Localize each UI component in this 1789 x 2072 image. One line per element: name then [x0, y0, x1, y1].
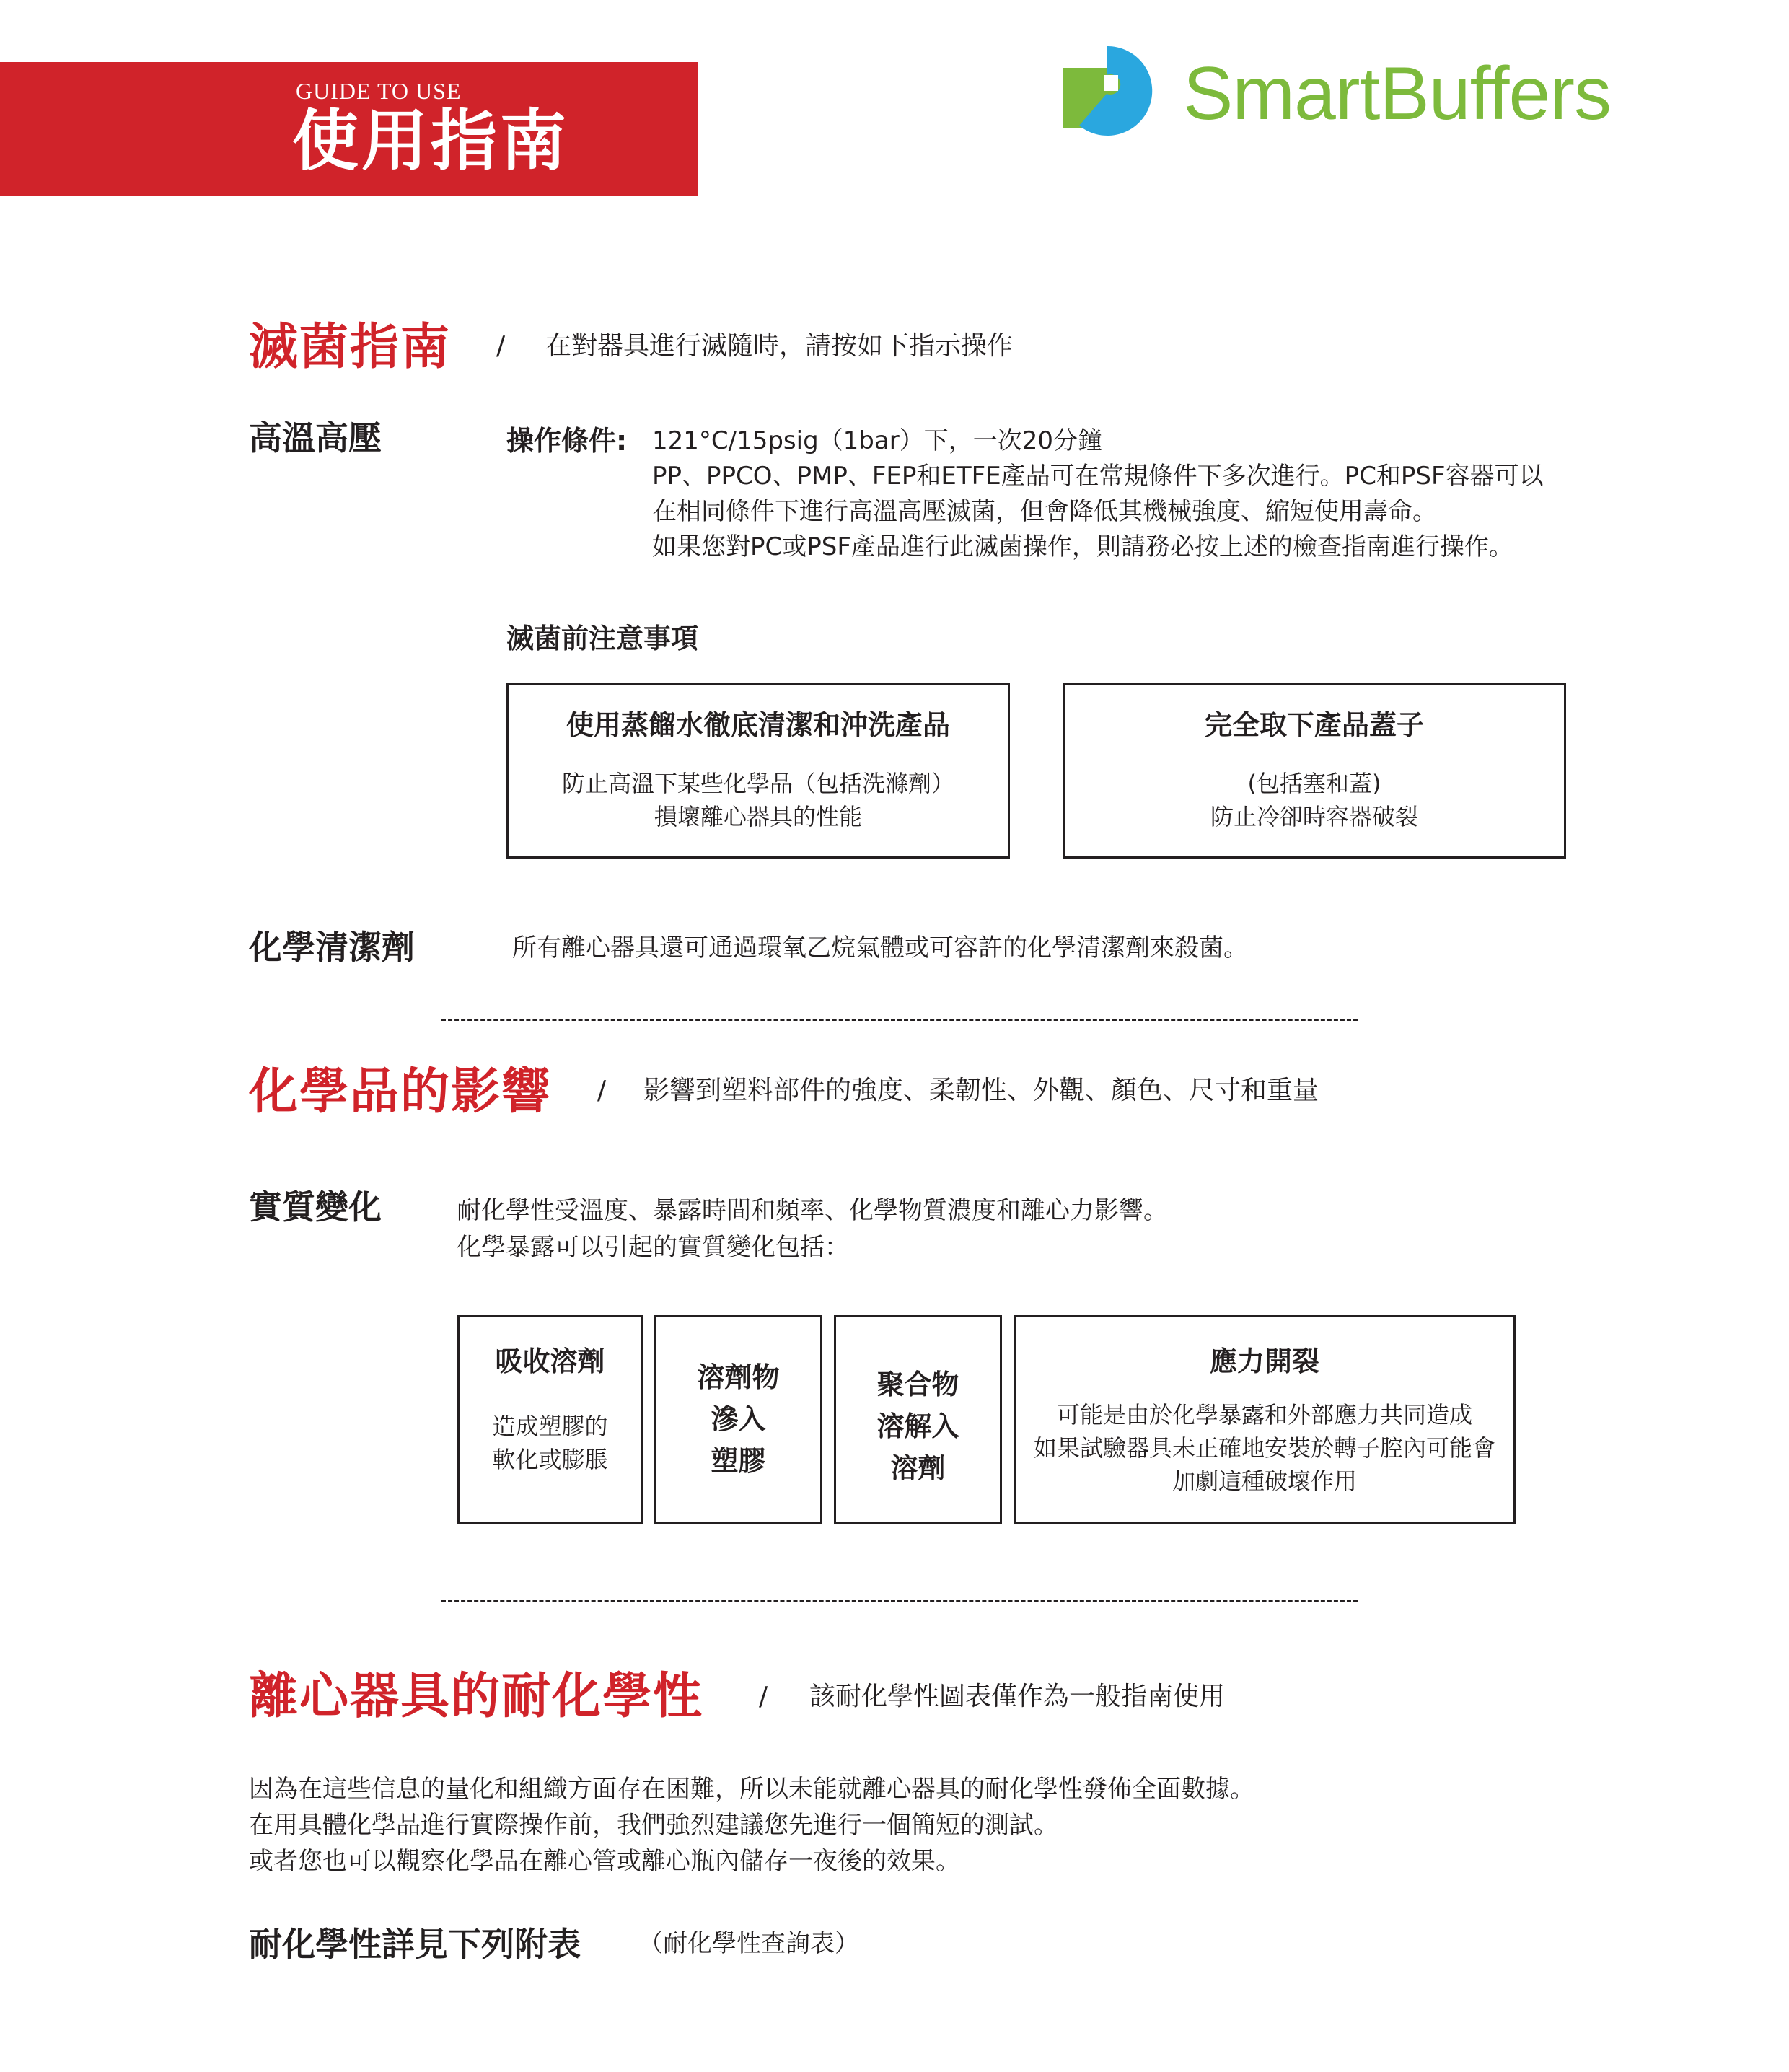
precaution-box-text: 防止高溫下某些化學品（包括洗滌劑） [561, 770, 954, 797]
effect-box-text: 造成塑膠的 [492, 1413, 608, 1440]
precaution-box-text: 損壞離心器具的性能 [654, 803, 862, 830]
autoclave-line: 如果您對PC或PSF產品進行此滅菌操作，則請務必按上述的檢查指南進行操作。 [652, 532, 1513, 561]
effect-box-title: 吸收溶劑 [495, 1346, 605, 1377]
chem-effects-desc: 影響到塑料部件的強度、柔韌性、外觀、顏色、尺寸和重量 [643, 1076, 1319, 1105]
section-divider [441, 1019, 1358, 1021]
effect-box-title: 聚合物 [876, 1369, 959, 1400]
title-slash: / [759, 1682, 768, 1711]
autoclave-line: 121°C/15psig（1bar）下，一次20分鐘 [652, 426, 1102, 455]
precaution-box-text: (包括塞和蓋) [1247, 770, 1381, 797]
autoclave-line: 在相同條件下進行高溫高壓滅菌，但會降低其機械強度、縮短使用壽命。 [652, 497, 1437, 526]
effect-box-text: 軟化或膨脹 [492, 1446, 608, 1473]
banner-title: 使用指南 [292, 102, 570, 180]
effect-box-text: 加劇這種破壞作用 [1172, 1467, 1357, 1495]
resistance-paragraph-line: 或者您也可以觀察化學品在離心管或離心瓶內儲存一夜後的效果。 [249, 1847, 960, 1876]
resistance-table-link[interactable]: （耐化學性查詢表） [638, 1929, 859, 1958]
effect-box-absorb [457, 1315, 643, 1524]
precaution-box-rinse [506, 683, 1010, 859]
resistance-desc: 該耐化學性圖表僅作為一般指南使用 [809, 1682, 1226, 1711]
autoclave-label: 高溫高壓 [249, 418, 382, 457]
effect-box-title: 溶劑物 [697, 1361, 780, 1393]
precaution-box-text: 防止冷卻時容器破裂 [1210, 803, 1418, 830]
operating-conditions-label: 操作條件: [506, 425, 628, 457]
effect-box-permeation [654, 1315, 822, 1524]
resistance-paragraph-line: 因為在這些信息的量化和組織方面存在困難，所以未能就離心器具的耐化學性發佈全面數據。 [249, 1775, 1254, 1804]
physical-change-line: 耐化學性受溫度、暴露時間和頻率、化學物質濃度和離心力影響。 [457, 1196, 1168, 1225]
logo-wordmark: SmartBuffers [1183, 52, 1611, 136]
title-slash: / [597, 1076, 607, 1105]
section-divider [441, 1600, 1358, 1602]
effect-box-text: 可能是由於化學暴露和外部應力共同造成 [1056, 1401, 1472, 1428]
resistance-title: 離心器具的耐化學性 [249, 1668, 704, 1725]
smartbuffers-logo [1062, 46, 1625, 140]
sterilization-desc: 在對器具進行滅隨時，請按如下指示操作 [545, 331, 1014, 361]
banner-subtitle: GUIDE TO USE [296, 78, 462, 104]
effect-box-title: 溶解入 [876, 1410, 959, 1442]
physical-change-line: 化學暴露可以引起的實質變化包括： [457, 1233, 849, 1262]
logo-mark-icon [1062, 46, 1184, 140]
resistance-table-label: 耐化學性詳見下列附表 [249, 1925, 581, 1964]
effect-box-title: 溶劑 [890, 1452, 946, 1484]
resistance-paragraph-line: 在用具體化學品進行實際操作前，我們強烈建議您先進行一個簡短的測試。 [249, 1811, 1058, 1840]
effect-box-dissolution [834, 1315, 1002, 1524]
effect-box-title: 滲入 [711, 1403, 766, 1435]
title-slash: / [496, 331, 506, 361]
effect-box-title: 應力開裂 [1209, 1346, 1319, 1377]
physical-change-label: 實質變化 [249, 1188, 382, 1226]
precautions-label: 滅菌前注意事項 [506, 623, 699, 654]
precaution-box-title: 使用蒸餾水徹底清潔和沖洗產品 [566, 709, 950, 741]
effect-box-stress-cracking [1014, 1315, 1516, 1524]
precaution-box-title: 完全取下產品蓋子 [1204, 709, 1424, 741]
chem-effects-title: 化學品的影響 [249, 1063, 553, 1120]
effect-box-title: 塑膠 [711, 1445, 766, 1477]
autoclave-line: PP、PPCO、PMP、FEP和ETFE產品可在常規條件下多次進行。PC和PSF容器可以 [652, 462, 1544, 491]
effect-box-text: 如果試驗器具未正確地安裝於轉子腔內可能會 [1033, 1434, 1495, 1462]
precaution-box-caps [1063, 683, 1566, 859]
sterilization-title: 滅菌指南 [249, 319, 452, 376]
chemical-sterilant-label: 化學清潔劑 [249, 928, 415, 967]
chemical-sterilant-text: 所有離心器具還可通過環氧乙烷氣體或可容許的化學清潔劑來殺菌。 [512, 934, 1248, 962]
